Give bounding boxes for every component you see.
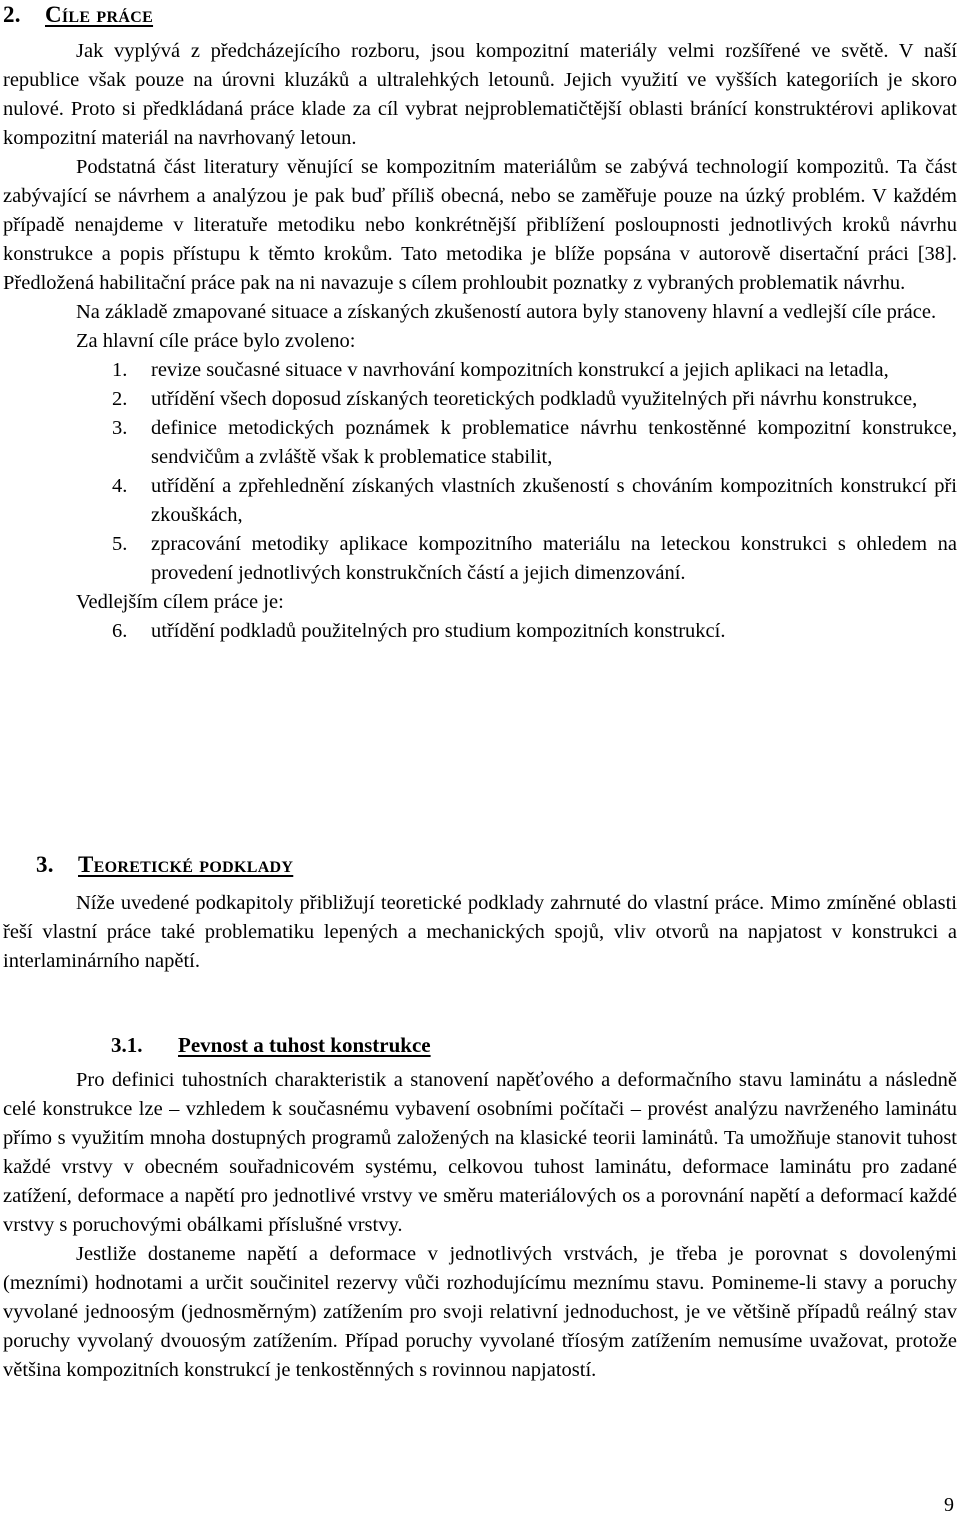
- section-number: 3.: [36, 852, 54, 877]
- main-goals-intro: Za hlavní cíle práce bylo zvoleno:: [76, 330, 356, 352]
- paragraph: Jestliže dostaneme napětí a deformace v jednotlivých vrstvách, je třeba je porovnat s dovolenými (mezními) hodnotami a určit součinitel rezervy vůči rozhodujícímu meznímu stavu. Pomineme-li stavy a poruchy vyvolané jednoosým (jednosměrným) zatížením pro svoji relativní jednoduchost, je ve většině případů reálný stav poruchy vyvolaný dvouosým zatížením. Případ poruchy vyvolané tříosým zatížením nemusíme uvažovat, protože většina kompozitních konstrukcí je tenkostěnných s rovinnou napjatostí.: [3, 1243, 957, 1381]
- list-item: [3, 472, 957, 530]
- list-item: [3, 617, 957, 646]
- page-number: 9: [944, 1494, 954, 1516]
- list-item: [3, 385, 957, 414]
- paragraph: Pro definici tuhostních charakteristik a stanovení napěťového a deformačního stavu laminátu a následně celé konstrukce lze – vzhledem k současnému vybavení osobními počítači – provést analýzu navrženého laminátu přímo s využitím mnoha dostupných programů založených na klasické teorii laminátů. Ta umožňuje stanovit tuhost každé vrstvy v obecném souřadnicovém systému, celkovou tuhost laminátu, deformace laminátu pro zadané zatížení, deformace a napětí pro jednotlivé vrstvy ve směru materiálových os a porovnání napětí a deformací každé vrstvy s poruchovými obálkami příslušné vrstvy.: [3, 1069, 957, 1236]
- list-number: 2.: [112, 388, 128, 410]
- list-text: utřídění všech doposud získaných teoretických podkladů využitelných při návrhu konstrukce,: [151, 388, 918, 410]
- list-number: 6.: [112, 620, 128, 642]
- list-text: definice metodických poznámek k problematice návrhu tenkostěnné kompozitní konstrukce, sendvičům a zvláště však k problematice stabilit,: [151, 417, 957, 468]
- subsection-pevnost-a-tuhost: [3, 1033, 957, 1058]
- section-heading: [3, 852, 957, 878]
- section-number: 2.: [3, 2, 21, 27]
- section-cile-prace: [3, 2, 957, 28]
- secondary-goals-intro: Vedlejším cílem práce je:: [76, 591, 284, 613]
- subsection-title: Pevnost a tuhost konstrukce: [178, 1033, 431, 1057]
- main-goals-list: [3, 356, 957, 588]
- list-number: 1.: [112, 359, 128, 381]
- list-text: revize současné situace v navrhování kompozitních konstrukcí a jejich aplikaci na letadla,: [151, 359, 889, 381]
- section-2-body: [3, 37, 957, 646]
- list-item: [3, 530, 957, 588]
- subsection-heading: [3, 1033, 957, 1058]
- secondary-goals-list: [3, 617, 957, 646]
- section-teoreticke-podklady: [3, 852, 957, 878]
- list-text: utřídění podkladů použitelných pro studium kompozitních konstrukcí.: [151, 620, 726, 642]
- list-item: [3, 414, 957, 472]
- subsection-3-1-body: [3, 1066, 957, 1385]
- list-item: [3, 356, 957, 385]
- list-number: 5.: [112, 533, 128, 555]
- paragraph: Níže uvedené podkapitoly přibližují teoretické podklady zahrnuté do vlastní práce. Mimo zmíněné oblasti řeší vlastní práce také problematiku lepených a mechanických spojů, vliv otvorů na napjatost v konstrukci a interlaminárního napětí.: [3, 892, 957, 972]
- paragraph: Jak vyplývá z předcházejícího rozboru, jsou kompozitní materiály velmi rozšířené ve světě. V naší republice však pouze na úrovni kluzáků a ultralehkých letounů. Jejich využití ve vyšších kategoriích je skoro nulové. Proto si předkládaná práce klade za cíl vybrat nejproblematičtější oblasti bránící konstruktérovi aplikovat kompozitní materiál na navrhovaný letoun.: [3, 40, 957, 149]
- paragraph: Podstatná část literatury věnující se kompozitním materiálům se zabývá technologií kompozitů. Ta část zabývající se návrhem a analýzou je pak buď příliš obecná, nebo se zaměřuje pouze na úzký problém. V každém případě nenajdeme v literatuře metodiku nebo konkrétnější přiblížení posloupnosti jednotlivých kroků návrhu konstrukce a popis přístupu k těmto krokům. Tato metodika je blíže popsána v autorově disertační práci [38]. Předložená habilitační práce pak na ni navazuje s cílem prohloubit poznatky z vybraných problematik návrhu.: [3, 156, 957, 294]
- list-number: 4.: [112, 475, 128, 497]
- section-title: Teoretické podklady: [78, 852, 294, 877]
- list-text: utřídění a zpřehlednění získaných vlastních zkušeností s chováním kompozitních konstrukcí při zkouškách,: [151, 475, 957, 526]
- list-text: zpracování metodiky aplikace kompozitního materiálu na leteckou konstrukci s ohledem na provedení jednotlivých konstrukčních částí a jejich dimenzování.: [151, 533, 957, 584]
- section-heading: [3, 2, 957, 28]
- paragraph: Na základě zmapované situace a získaných zkušeností autora byly stanoveny hlavní a vedlejší cíle práce.: [76, 301, 937, 323]
- section-3-body: [3, 889, 957, 976]
- list-number: 3.: [112, 417, 128, 439]
- subsection-number: 3.1.: [111, 1033, 143, 1057]
- section-title: Cíle práce: [45, 2, 154, 27]
